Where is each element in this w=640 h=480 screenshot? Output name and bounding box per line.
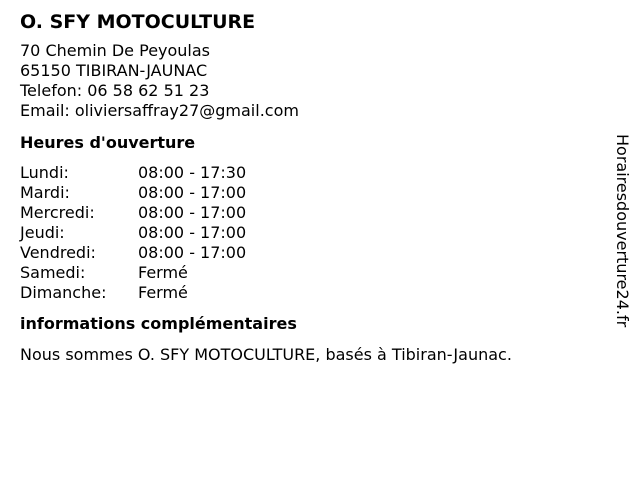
site-watermark: Horairesdouverture24.fr — [613, 134, 632, 328]
hours-day: Mardi: — [20, 183, 70, 202]
hours-row-thursday — [20, 223, 600, 243]
opening-hours-table — [20, 163, 600, 303]
hours-row-wednesday — [20, 203, 600, 223]
hours-day: Samedi: — [20, 263, 86, 282]
hours-day: Dimanche: — [20, 283, 107, 302]
additional-info-heading: informations complémentaires — [20, 314, 297, 333]
email-line: Email: oliviersaffray27@gmail.com — [20, 101, 299, 120]
hours-time: 08:00 - 17:00 — [138, 203, 247, 222]
phone-line: Telefon: 06 58 62 51 23 — [20, 81, 210, 100]
hours-time: Fermé — [138, 263, 188, 282]
hours-time: 08:00 - 17:00 — [138, 223, 247, 242]
hours-row-monday — [20, 163, 600, 183]
address-line-street: 70 Chemin De Peyoulas — [20, 41, 211, 60]
additional-info-text: Nous sommes O. SFY MOTOCULTURE, basés à Tibiran-Jaunac. — [20, 345, 512, 364]
business-card — [20, 10, 600, 365]
business-name: O. SFY MOTOCULTURE — [20, 11, 256, 33]
hours-day: Mercredi: — [20, 203, 95, 222]
hours-time: Fermé — [138, 283, 188, 302]
hours-day: Jeudi: — [20, 223, 65, 242]
hours-row-sunday — [20, 283, 600, 303]
address-line-city: 65150 TIBIRAN-JAUNAC — [20, 61, 208, 80]
hours-day: Vendredi: — [20, 243, 96, 262]
hours-row-saturday — [20, 263, 600, 283]
hours-day: Lundi: — [20, 163, 69, 182]
hours-row-friday — [20, 243, 600, 263]
hours-time: 08:00 - 17:30 — [138, 163, 247, 182]
hours-time: 08:00 - 17:00 — [138, 183, 247, 202]
opening-hours-heading: Heures d'ouverture — [20, 133, 196, 152]
hours-time: 08:00 - 17:00 — [138, 243, 247, 262]
hours-row-tuesday — [20, 183, 600, 203]
